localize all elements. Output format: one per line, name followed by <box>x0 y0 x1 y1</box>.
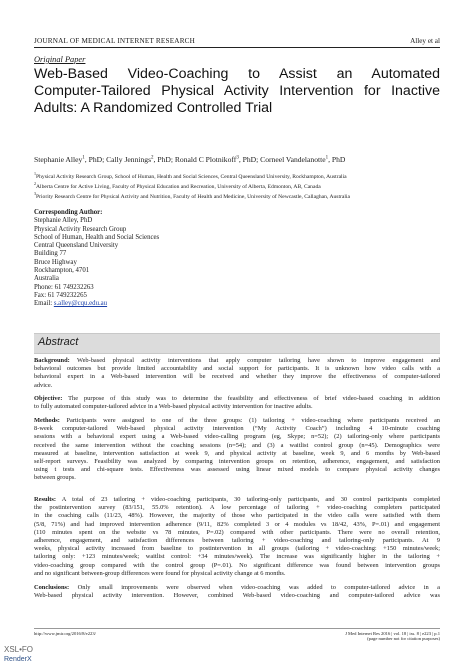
abstract-line: received the same intervention without the coaching sessions (n=54); and (3) a waitlist control group (n=45). Demographics were <box>34 441 440 449</box>
email-line <box>34 300 334 308</box>
abstract-line: to fully automated computer-tailored advice in a Web-based physical activity intervention for inactive adults. <box>34 403 313 411</box>
affiliation-number: 1 <box>34 171 36 176</box>
affiliation-number: 3 <box>34 191 36 196</box>
corresponding-author-block <box>34 209 334 309</box>
abstract-line: sessions with a behavioral expert using a Web-based video-calling program (eg, Skype; n=52); (2) tailoring-only where participants <box>34 433 440 441</box>
abstract-results <box>34 496 440 578</box>
author-affiliation-marker: 3 <box>236 155 239 161</box>
header-rule <box>34 47 440 48</box>
abstract-methods <box>34 417 440 483</box>
affiliation <box>34 191 444 200</box>
email-link[interactable]: s.alley@cqu.edu.au <box>53 300 108 308</box>
abstract-line: advice. <box>34 381 53 389</box>
abstract-line: behavioral outcomes but provide limited accountability and social support for participants. It is unknown how video calls with a <box>34 365 440 373</box>
author-affiliation-marker: 1 <box>325 155 329 161</box>
article-title <box>34 66 440 117</box>
affiliation-text: Physical Activity Research Group, School of Human, Health and Social Sciences, Central Queensland University, Rockhampton, Australia <box>36 173 347 180</box>
author-name: , PhD; Ronald C Plotnikoff <box>153 155 237 164</box>
address-line: Australia <box>34 275 59 283</box>
abstract-line: measured at baseline, intervention satisfaction at week 9, and physical activity at baseline, week 9, and 6 months by Web-based <box>34 449 440 457</box>
abstract-conclusions <box>34 584 440 600</box>
abstract-line: video-coaching group compared with the control group (P=.01). No significant difference was found between intervention groups <box>34 561 440 569</box>
abstract-line: behavioral expert in a Web-based intervention will be received and whether they improve the effectiveness of computer-tailored <box>34 373 440 381</box>
fax-line: Fax: 61 749232265 <box>34 291 87 299</box>
abstract-line: Background: Web-based physical activity interventions that apply computer tailoring have shown to improve engagement and <box>34 357 440 364</box>
address-line: Bruce Highway <box>34 258 77 266</box>
author-affiliation-marker: 2 <box>151 155 154 161</box>
title-line: Web-Based Video-Coaching to Assist an Automated <box>34 66 440 82</box>
section-label: Results: <box>34 496 57 503</box>
abstract-heading-bar <box>34 333 440 354</box>
abstract-line: 8-week computer-tailored Web-based physical activity intervention (“My Activity Coach”) including 4 10-minute coaching <box>34 425 440 433</box>
abstract-line: between groups. <box>34 474 76 482</box>
author-name: , PhD; Corneel Vandelanotte <box>238 155 326 164</box>
email-label: Email: <box>34 300 54 308</box>
abstract-line: Objective: The purpose of this study was to determine the feasibility and effectiveness of brief video-based coaching in addition <box>34 395 440 402</box>
affiliation-text: Alberta Centre for Active Living, Faculty of Physical Education and Recreation, University of Alberta, Edmonton, AB, Canada <box>36 183 321 190</box>
section-label: Conclusions: <box>34 584 70 591</box>
phone-line: Phone: 61 749232263 <box>34 283 94 291</box>
abstract-line: in the coaching calls (11/23, 48%). However, the majority of those who participated in the video calls were satisfied with them <box>34 512 440 520</box>
abstract-line: using t tests and chi-square tests. Effectiveness was assessed using linear mixed models to compare physical activity changes <box>34 466 440 474</box>
abstract-line: Methods: Participants were assigned to one of the three groups: (1) tailoring + video-coaching where participants received an <box>34 417 440 424</box>
abstract-line: Web-based physical activity intervention. However, combined Web-based video-coaching and computer-tailored advice was <box>34 592 440 600</box>
abstract-line: Results: A total of 23 tailoring + video-coaching participants, 30 tailoring-only participants, and 30 control participants completed <box>34 496 440 503</box>
abstract-line: and no significant between-group differences were found for physical activity change at 6 months. <box>34 569 286 577</box>
affiliation <box>34 181 444 190</box>
author-list <box>34 155 444 164</box>
title-line: Adults: A Randomized Controlled Trial <box>34 100 273 116</box>
address-line: Central Queensland University <box>34 242 119 250</box>
title-line: Computer-Tailored Physical Activity Intervention for Inactive <box>34 83 440 99</box>
section-label: Background: <box>34 357 70 364</box>
citation-info <box>345 631 440 641</box>
abstract-line: tailoring only: +123 minutes/week; waitlist control: +34 minutes/week). The increase was significantly higher in the tailoring + <box>34 553 440 561</box>
abstract-background <box>34 357 440 390</box>
running-author: Alley et al <box>410 37 440 45</box>
author-name: Stephanie Alley <box>34 155 83 164</box>
article-url[interactable]: http://www.jmir.org/2016/8/e223/ <box>34 631 96 636</box>
section-label: Objective: <box>34 395 63 402</box>
watermark-line: RenderX <box>4 656 32 663</box>
watermark-line: XSL•FO <box>4 645 34 654</box>
abstract-heading: Abstract <box>38 336 79 348</box>
address-line: Building 77 <box>34 250 67 258</box>
address-line: School of Human, Health and Social Sciences <box>34 233 160 241</box>
address-line: Physical Activity Research Group <box>34 225 127 233</box>
abstract-line: the postintervention survey (83/151, 55.0% retention). A low percentage of tailoring + video-coaching completers participated <box>34 504 440 512</box>
address-line: Rockhampton, 4701 <box>34 267 90 275</box>
abstract-line: weeks, physical activity increased from baseline to postintervention in all groups (tailoring + video-coaching: +150 minutes/week; <box>34 545 440 553</box>
address-line: Stephanie Alley, PhD <box>34 217 93 225</box>
citation-note: (page number not for citation purposes) <box>367 636 440 641</box>
abstract-objective <box>34 395 440 411</box>
author-affiliation-marker: 1 <box>82 155 85 161</box>
author-degree: , PhD <box>328 155 346 164</box>
section-label: Methods: <box>34 417 60 424</box>
abstract-line: adherence, engagement, and satisfaction differences between tailoring + video-coaching and tailoring-only participants. At 9 <box>34 537 440 545</box>
renderer-watermark <box>4 645 33 665</box>
affiliation-text: Priority Research Centre for Physical Activity and Nutrition, Faculty of Health and Medicine, University of Newcastle, Callaghan, Australia <box>36 193 350 200</box>
footer-rule <box>34 628 440 629</box>
corresponding-author-heading: Corresponding Author: <box>34 209 103 216</box>
author-name: , PhD; Cally Jennings <box>84 155 152 164</box>
abstract-line: (5/8, 71%) and had improved intervention adherence (9/11, 82% completed 3 or 4 modules vs 18/42, 43%, P=.01) and engagement <box>34 520 440 528</box>
affiliation <box>34 171 444 180</box>
affiliation-number: 2 <box>34 181 36 186</box>
citation-line: J Med Internet Res 2016 | vol. 18 | iss. 8 | e223 | p.1 <box>345 631 440 636</box>
abstract-line: Conclusions: Only small improvements were observed when video-coaching was added to computer-tailored advice in a <box>34 584 440 591</box>
journal-name: JOURNAL OF MEDICAL INTERNET RESEARCH <box>34 37 196 45</box>
abstract-line: (110 minutes spent on the website vs 78 minutes, P=.02) compared with other participants. There were no overall retention, <box>34 528 440 536</box>
abstract-line: self-report surveys. Feasibility was analyzed by comparing intervention groups on retention, adherence, engagement, and satisfaction <box>34 458 440 466</box>
article-type: Original Paper <box>34 55 86 64</box>
